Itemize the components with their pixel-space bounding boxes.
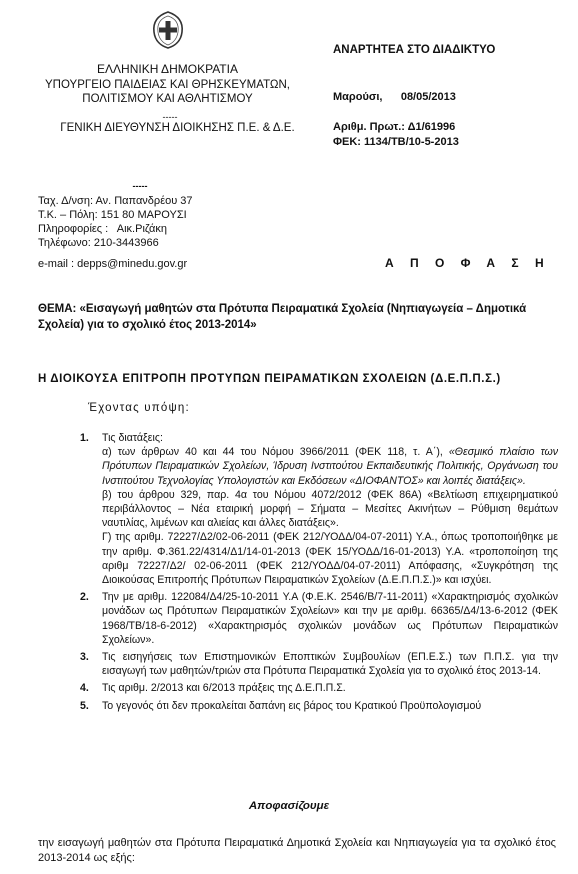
fek-reference: ΦΕΚ: 1134/ΤΒ/10-5-2013 xyxy=(333,136,459,148)
list-item-sub-b: β) του άρθρου 329, παρ. 4α του Νόμου 4072/2012 (ΦΕΚ 86Α) «Βελτίωση επιχειρηματικού περιβάλλοντος – Νέα εταιρική μορφή – Σήματα – Μεσίτες Ακινήτων – Ρύθμιση θεμάτων ναυτιλίας, λιμένων και αλιείας και άλλες διατάξεις». xyxy=(102,488,558,530)
list-item-number: 2. xyxy=(80,591,89,604)
list-item xyxy=(80,699,558,713)
posting-notice: ΑΝΑΡΤΗΤΕΑ ΣΤΟ ΔΙΑΔΙΚΤΥΟ xyxy=(333,44,496,56)
considerations-list xyxy=(80,431,558,716)
closing-paragraph: την εισαγωγή μαθητών στα Πρότυπα Πειραματικά Δημοτικά Σχολεία και Νηπιαγωγεία για τα σχολικό έτος 2013-2014 ως εξής: xyxy=(38,837,556,864)
list-item-sub-c: Γ) της αριθμ. 72227/Δ2/02-06-2011 (ΦΕΚ 212/ΥΟΔΔ/04-07-2011) Υ.Α., όπως τροποποιήθηκε με την αριθμ. Φ.361.22/4314/Δ1/14-01-2013 (ΦΕΚ 15/ΥΟΔΔ/16-01-2013) Υ.Α. «τροποποίηση της αριθμ 72227/Δ2/ 02-06-2011 (ΦΕΚ 212/ΥΟΔΔ/04-07-2011) Απόφασης, «Συγκρότηση της Διοικούσας Επιτροπής Πρότυπων Πειραματικών Σχολείων (Δ.Ε.Π.Π.Σ.)» και ισχύει. xyxy=(102,531,558,587)
list-item-sub-a xyxy=(102,445,558,488)
place-date: Μαρούσι, 08/05/2013 xyxy=(333,91,456,103)
list-item-text: Τις αριθμ. 2/2013 και 6/2013 πράξεις της Δ.Ε.Π.Π.Σ. xyxy=(102,682,346,695)
protocol-number: Αριθμ. Πρωτ.: Δ1/61996 xyxy=(333,121,456,133)
list-item-number: 4. xyxy=(80,682,89,695)
contact-postal: Τ.Κ. – Πόλη: 151 80 ΜΑΡΟΥΣΙ xyxy=(38,209,187,221)
sub-a-title: «Θεσμικό πλαίσιο των Πρότυπων Πειραματικών Σχολείων, Ίδρυση Ινστιτούτου Εκπαιδευτικής Πολιτικής, Οργάνωση του Ινστιτούτου Τεχνολογίας Υπολογιστών και Εκδόσεων «ΔΙΟΦΑΝΤΟΣ» και λοιπές διατάξεις». xyxy=(102,446,558,487)
greek-emblem-icon xyxy=(148,10,188,50)
country-name: ΕΛΛΗΝΙΚΗ ΔΗΜΟΚΡΑΤΙΑ xyxy=(97,62,238,76)
ministry-line-2: ΠΟΛΙΤΙΣΜΟΥ ΚΑΙ ΑΘΛΗΤΙΣΜΟΥ xyxy=(82,93,253,105)
list-item xyxy=(80,590,558,647)
decision-label: Α Π Ο Φ Α Σ Η xyxy=(385,256,551,270)
ministry-line-1: ΥΠΟΥΡΓΕΙΟ ΠΑΙΔΕΙΑΣ ΚΑΙ ΘΡΗΣΚΕΥΜΑΤΩΝ, xyxy=(44,79,290,91)
we-decide-heading: Αποφασίζουμε xyxy=(248,800,330,812)
having-regard: Έχοντας υπόψη: xyxy=(88,402,190,414)
list-item-intro: Τις διατάξεις: xyxy=(102,432,163,444)
contact-info: Πληροφορίες : Αικ.Ριζάκη xyxy=(38,223,167,235)
list-item xyxy=(80,681,558,695)
list-item-text: Την με αριθμ. 122084/Δ4/25-10-2011 Υ.Α (Φ.Ε.Κ. 2546/Β/7-11-2011) «Χαρακτηρισμός σχολικών μονάδων ως Πρότυπων Πειραματικών Σχολείων» και την με αριθμ. 66365/Δ4/13-6-2012 (ΦΕΚ 1968/ΤΒ/18-6-2012) «Χαρακτηρισμός σχολικών μονάδων ως Πρότυπων Πειραματικών Σχολείων». xyxy=(102,591,558,646)
list-item xyxy=(80,650,558,678)
contact-email: e-mail : depps@minedu.gov.gr xyxy=(38,258,188,270)
list-item xyxy=(80,431,558,587)
list-item-number: 5. xyxy=(80,699,89,712)
list-item-number: 1. xyxy=(80,432,89,444)
committee-heading: Η ΔΙΟΙΚΟΥΣΑ ΕΠΙΤΡΟΠΗ ΠΡΟΤΥΠΩΝ ΠΕΙΡΑΜΑΤΙΚΩΝ ΣΧΟΛΕΙΩΝ (Δ.Ε.Π.Π.Σ.) xyxy=(38,373,501,385)
directorate: ΓΕΝΙΚΗ ΔΙΕΥΘΥΝΣΗ ΔΙΟΙΚΗΣΗΣ Π.Ε. & Δ.Ε. xyxy=(60,122,295,134)
list-item-number: 3. xyxy=(80,651,89,664)
list-item-text: Τις εισηγήσεις των Επιστημονικών Εποπτικών Συμβουλίων (ΕΠ.Ε.Σ.) των Π.Π.Σ. για την εισαγωγή των μαθητών/τριών στα Πρότυπα Πειραματικά Σχολεία για το σχολικό έτος 2013-14. xyxy=(102,651,558,678)
header-separator: ----- xyxy=(162,112,178,122)
document-subject: ΘΕΜΑ: «Εισαγωγή μαθητών στα Πρότυπα Πειραματικά Σχολεία (Νηπιαγωγεία – Δημοτικά Σχολεία) για το σχολικό έτος 2013-2014» xyxy=(38,303,527,331)
contact-phone: Τηλέφωνο: 210-3443966 xyxy=(38,237,159,249)
contact-separator: ----- xyxy=(132,181,148,191)
sub-a-text: α) των άρθρων 40 και 44 του Νόμου 3966/2011 (ΦΕΚ 118, τ. Α΄), xyxy=(102,446,449,459)
contact-address: Ταχ. Δ/νση: Αν. Παπανδρέου 37 xyxy=(38,195,193,207)
list-item-text: Το γεγονός ότι δεν προκαλείται δαπάνη εις βάρος του Κρατικού Προϋπολογισμού xyxy=(102,699,482,712)
